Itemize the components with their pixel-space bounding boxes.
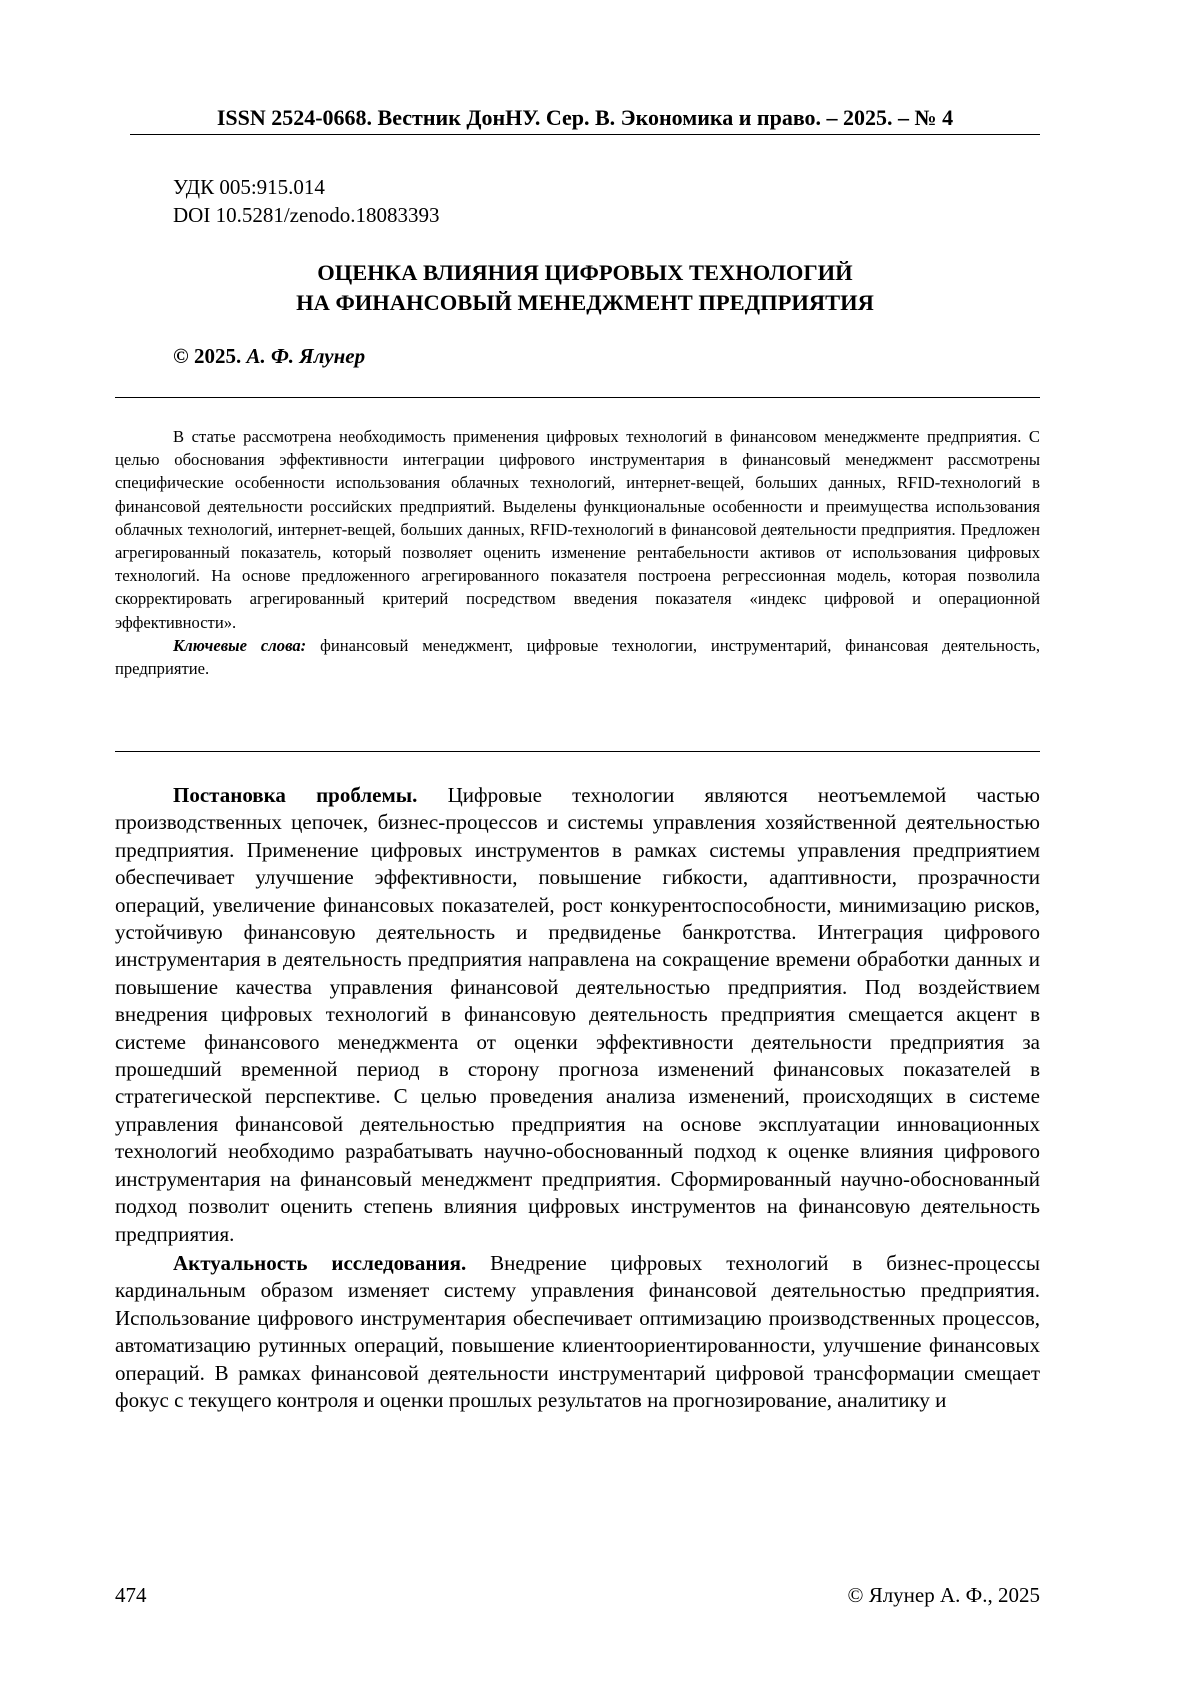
paragraph-heading-problem: Постановка проблемы.	[173, 783, 418, 807]
abstract-bottom-rule	[115, 751, 1040, 752]
byline	[173, 343, 365, 369]
abstract-text: В статье рассмотрена необходимость применения цифровых технологий в финансовом менеджменте предприятия. С целью обоснования эффективности интеграции цифрового инструментария в финансовый менеджмент рассмотрены специфические особенности использования облачных технологий, интернет-вещей, больших данных, RFID-технологий в финансовой деятельности российских предприятий. Выделены функциональные особенности и преимущества использования облачных технологий, интернет-вещей, больших данных, RFID-технологий в финансовой деятельности предприятия. Предложен агрегированный показатель, который позволяет оценить изменение рентабельности активов от использования цифровых технологий. На основе предложенного агрегированного показателя построена регрессионная модель, которая позволила скорректировать агрегированный критерий посредством введения показателя «индекс цифровой и операционной эффективности».	[115, 427, 1040, 632]
title-line-2: НА ФИНАНСОВЫЙ МЕНЕДЖМЕНТ ПРЕДПРИЯТИЯ	[296, 290, 874, 315]
keywords	[115, 634, 1040, 680]
page-number: 474	[115, 1583, 147, 1607]
paragraph-relevance	[115, 1250, 1040, 1414]
doi: DOI 10.5281/zenodo.18083393	[173, 203, 440, 227]
paragraph-heading-relevance: Актуальность исследования.	[173, 1250, 467, 1275]
article-title	[130, 258, 1040, 318]
udk-code: УДК 005:915.014	[173, 175, 325, 199]
keywords-label: Ключевые слова:	[173, 635, 307, 655]
paragraph-text-problem: Цифровые технологии являются неотъемлемой частью производственных цепочек, бизнес-процессов и системы управления хозяйственной деятельностью предприятия. Применение цифровых инструментов в рамках системы управления предприятием обеспечивает улучшение эффективности, повышение гибкости, адаптивности, прозрачности операций, увеличение финансовых показателей, рост конкурентоспособности, минимизацию рисков, устойчивую финансовую деятельность и предвиденье банкротства. Интеграция цифрового инструментария в деятельность предприятия направлена на сокращение времени обработки данных и повышение качества управления финансовой деятельностью предприятия. Под воздействием внедрения цифровых технологий в финансовую деятельность предприятия смещается акцент в системе финансового менеджмента от оценки эффективности деятельности предприятия за прошедший временной период в сторону прогноза изменений финансовых показателей в стратегической перспективе. С целью проведения анализа изменений, происходящих в системе управления финансовой деятельностью предприятия на основе эксплуатации инновационных технологий необходимо разрабатывать научно-обоснованный подход к оценке влияния цифрового инструментария на финансовый менеджмент предприятия. Сформированный научно-обоснованный подход позволит оценить степень влияния цифровых инструментов на финансовую деятельность предприятия.	[115, 783, 1040, 1246]
abstract	[115, 425, 1040, 680]
paragraph-problem-statement	[115, 782, 1040, 1248]
abstract-top-rule	[115, 397, 1040, 398]
author-name: А. Ф. Ялунер	[246, 344, 366, 368]
header-rule	[130, 134, 1040, 135]
title-line-1: ОЦЕНКА ВЛИЯНИЯ ЦИФРОВЫХ ТЕХНОЛОГИЙ	[317, 260, 853, 285]
paragraph-text-relevance: Внедрение цифровых технологий в бизнес-процессы кардинальным образом изменяет систему управления финансовой деятельностью предприятия. Использование цифрового инструментария обеспечивает оптимизацию производственных процессов, автоматизацию рутинных операций, повышение клиентоориентированности, улучшение финансовых операций. В рамках финансовой деятельности инструментарий цифровой трансформации смещает фокус с текущего контроля и оценки прошлых результатов на прогнозирование, аналитику и	[115, 1250, 1040, 1412]
byline-copyright: © 2025.	[173, 344, 242, 368]
footer-copyright: © Ялунер А. Ф., 2025	[847, 1583, 1040, 1607]
running-head: ISSN 2524-0668. Вестник ДонНУ. Сер. В. Экономика и право. – 2025. – № 4	[216, 105, 954, 130]
keywords-text: финансовый менеджмент, цифровые технологии, инструментарий, финансовая деятельность, предприятие.	[115, 635, 1040, 679]
article-body	[115, 782, 1040, 1416]
